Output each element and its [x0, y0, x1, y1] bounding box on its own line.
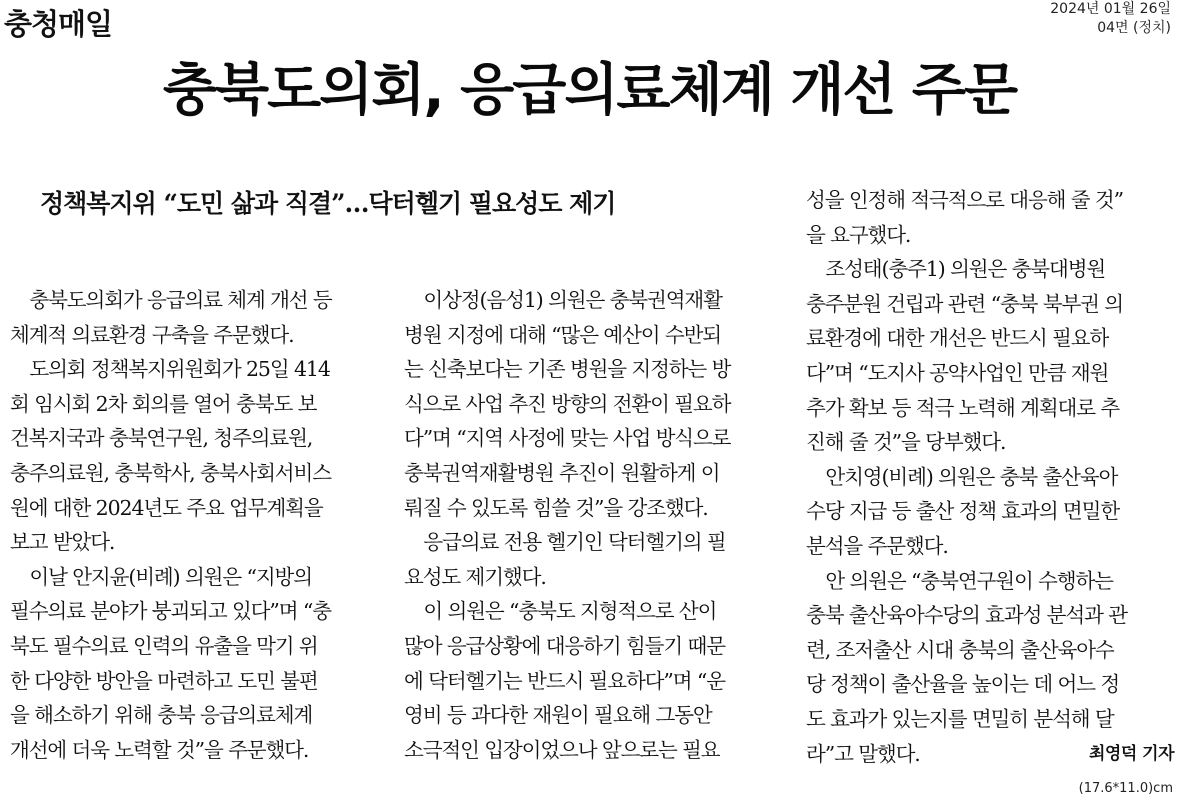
article-text-line: 다”며 “지역 사정에 맞는 사업 방식으로: [404, 426, 731, 451]
article-text-line: 필수의료 분야가 붕괴되고 있다”며 “충: [10, 599, 331, 624]
clipping-size-note: (17.6*11.0)cm: [1078, 781, 1173, 796]
article-text-line: 식으로 사업 추진 방향의 전환이 필요하: [404, 391, 731, 416]
article-text-line: 회 임시회 2차 회의를 열어 충북도 보: [10, 391, 317, 416]
article-column-1: [10, 283, 380, 767]
article-text-line: 도의회 정책복지위원회가 25일 414: [10, 357, 330, 382]
article-text-line: 는 신축보다는 기존 병원을 지정하는 방: [404, 357, 731, 382]
article-text-line: 라”고 말했다. 최영덕 기자: [806, 737, 1176, 772]
article-text-line: 건복지국과 충북연구원, 청주의료원,: [10, 426, 313, 451]
article-subheadline: 정책복지위 “도민 삶과 직결”…닥터헬기 필요성도 제기: [40, 189, 616, 218]
article-text-line: 개선에 더욱 노력할 것”을 주문했다.: [10, 737, 309, 762]
article-text-line: 한 다양한 방안을 마련하고 도민 불편: [10, 668, 318, 693]
article-text-line: 당 정책이 출산율을 높이는 데 어느 정: [806, 672, 1120, 697]
article-text-line: 영비 등 과다한 재원이 필요해 그동안: [404, 703, 712, 728]
article-text-line: 충주분원 건립과 관련 “충북 북부권 의: [806, 291, 1124, 316]
article-text-line: 많아 응급상황에 대응하기 힘들기 때문: [404, 633, 725, 658]
article-text-line: 충주의료원, 충북학사, 충북사회서비스: [10, 460, 331, 485]
issue-meta: [1050, 0, 1171, 38]
article-text-line: 이날 안지윤(비례) 의원은 “지방의: [10, 564, 312, 589]
article-text-line: 다”며 “도지사 공약사업인 만큼 재원: [806, 360, 1109, 385]
article-column-3: [806, 183, 1176, 771]
article-text-line: 수당 지급 등 출산 정책 효과의 면밀한: [806, 499, 1120, 524]
issue-date: 2024년 01월 26일: [1050, 1, 1171, 17]
article-text-line: 보고 받았다.: [10, 530, 115, 555]
article-text-line: 안치영(비례) 의원은 충북 출산육아: [806, 464, 1118, 489]
article-text-line: 이상정(음성1) 의원은 충북권역재활: [404, 288, 722, 312]
article-text-line: 성을 인정해 적극적으로 대응해 줄 것”: [806, 188, 1124, 212]
article-text-line: 충북권역재활병원 추진이 원활하게 이: [404, 460, 720, 485]
article-text-line: 응급의료 전용 헬기인 닥터헬기의 필: [404, 530, 726, 555]
article-text-line: 추가 확보 등 적극 노력해 계획대로 추: [806, 395, 1120, 420]
article-text-line: 충북 출산육아수당의 효과성 분석과 관: [806, 603, 1127, 628]
article-text-line: 안 의원은 “충북연구원이 수행하는: [806, 568, 1113, 593]
article-text-line: 에 닥터헬기는 반드시 필요하다”며 “운: [404, 668, 725, 693]
article-text-line: 병원 지정에 대해 “많은 예산이 수반되: [404, 322, 722, 347]
article-column-2: [404, 283, 776, 767]
article-text-line: 북도 필수의료 인력의 유출을 막기 위: [10, 633, 318, 658]
article-text-line: 진해 줄 것”을 당부했다.: [806, 430, 1006, 455]
article-text-line: 뤄질 수 있도록 힘쓸 것”을 강조했다.: [404, 495, 708, 520]
article-text-line: 도 효과가 있는지를 면밀히 분석해 달: [806, 706, 1114, 731]
article-text-line: 원에 대한 2024년도 주요 업무계획을: [10, 495, 323, 520]
article-text-line: 체계적 의료환경 구축을 주문했다.: [10, 322, 294, 347]
page-section: 04면 (정치): [1097, 20, 1171, 36]
article-text-line: 련, 조저출산 시대 충북의 출산육아수: [806, 637, 1114, 662]
article-text-line: 을 해소하기 위해 충북 응급의료체계: [10, 703, 313, 728]
article-text-line: 이 의원은 “충북도 지형적으로 산이: [404, 599, 717, 624]
reporter-byline: 최영덕 기자: [1088, 743, 1174, 764]
article-text-line: 요성도 제기했다.: [404, 564, 546, 589]
article-headline: 충북도의회, 응급의료체계 개선 주문: [162, 58, 1017, 123]
article-text-line: 소극적인 입장이었으나 앞으로는 필요: [404, 737, 720, 762]
article-text-line: 분석을 주문했다.: [806, 533, 948, 558]
newspaper-masthead: 충청매일: [4, 7, 113, 41]
article-text-line: 을 요구했다.: [806, 222, 911, 247]
article-text-line: 조성태(충주1) 의원은 충북대병원: [806, 257, 1106, 282]
article-text-line: 충북도의회가 응급의료 체계 개선 등: [10, 288, 332, 312]
article-text-line: 료환경에 대한 개선은 반드시 필요하: [806, 326, 1109, 351]
